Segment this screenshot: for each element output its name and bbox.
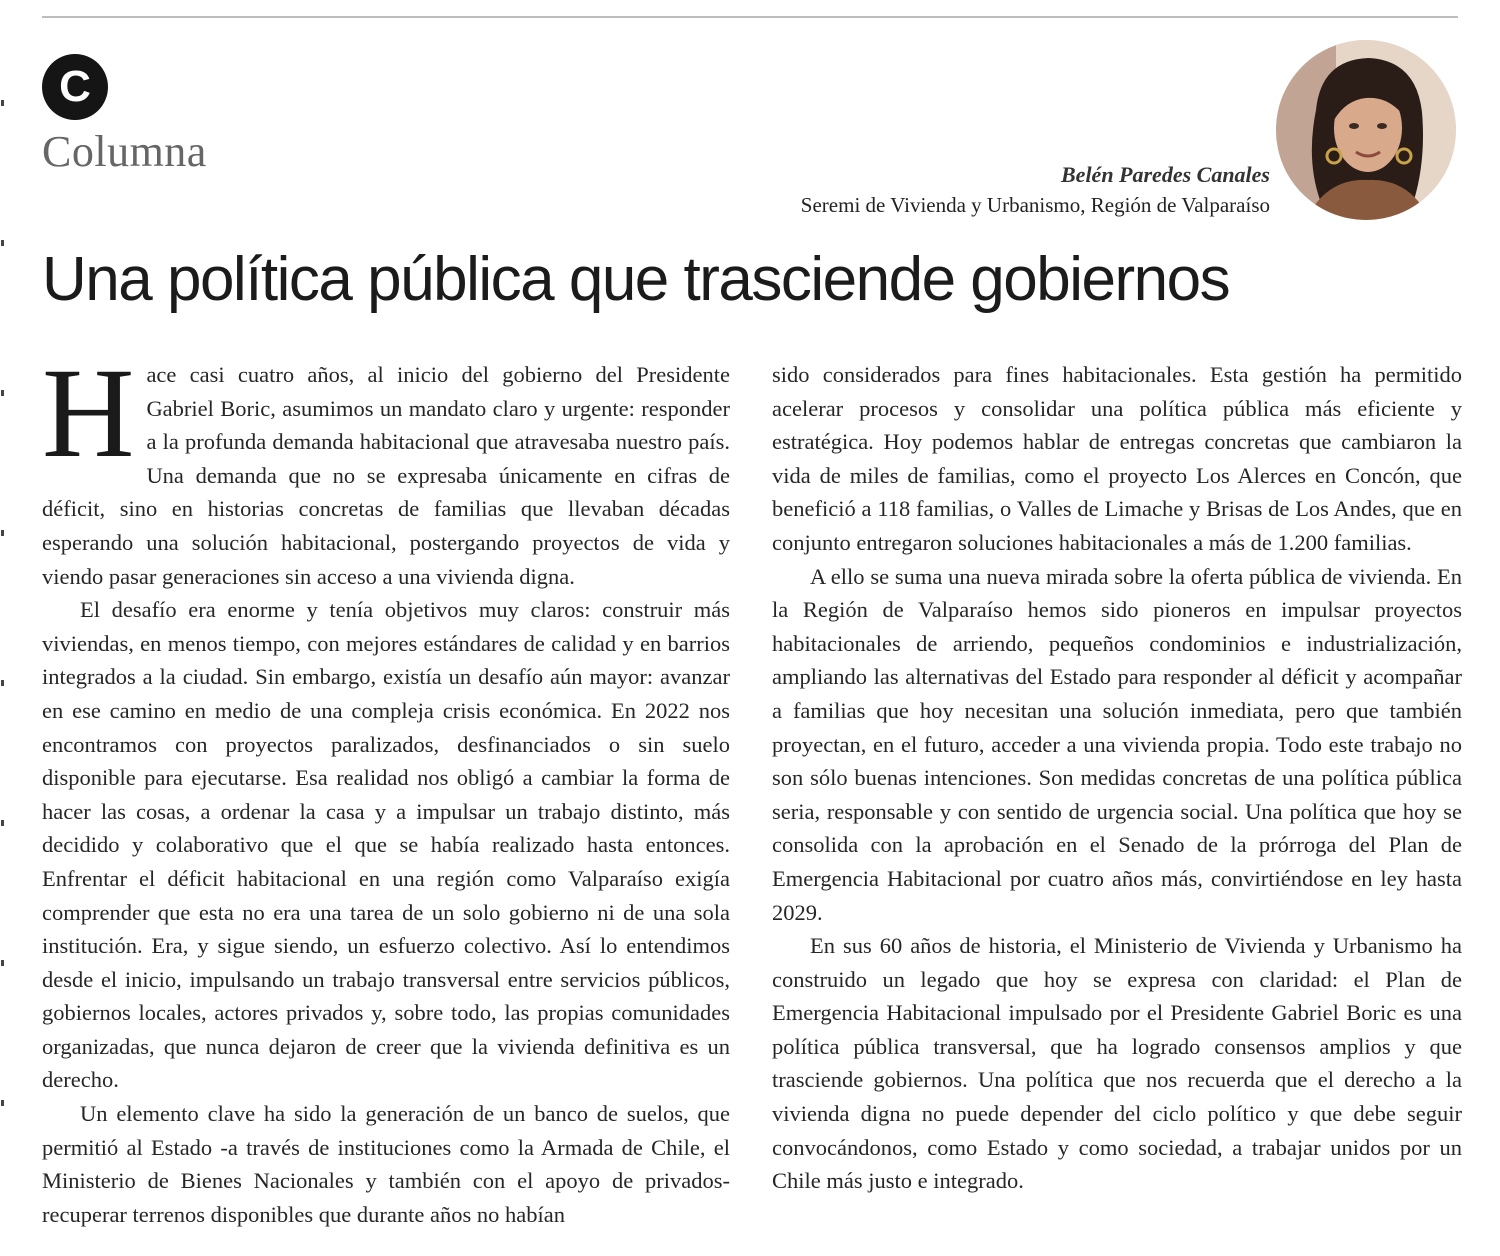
- author-byline: [801, 160, 1270, 220]
- article-paragraph: sido considerados para fines habitacionales. Esta gestión ha permitido acelerar procesos y consolidar una política pública más eficiente y estratégica. Hoy podemos hablar de entregas concretas que cambiaron la vida de miles de familias, como el proyecto Los Alerces en Concón, que benefició a 118 familias, o Valles de Limache y Brisas de Los Andes, que en conjunto entregaron soluciones habitacionales a más de 1.200 familias.: [772, 362, 1462, 555]
- author-role: Seremi de Vivienda y Urbanismo, Región de Valparaíso: [800, 193, 1270, 217]
- article-paragraph: [42, 342, 730, 593]
- author-portrait: [1276, 40, 1456, 220]
- author-name: Belén Paredes Canales: [1061, 162, 1270, 187]
- headline: Una política pública que trasciende gobiernos: [42, 245, 1230, 314]
- article-paragraph: A ello se suma una nueva mirada sobre la oferta pública de vivienda. En la Región de Valparaíso hemos sido pioneros en impulsar proyectos habitacionales de arriendo, pequeños condominios e industrialización, ampliando las alternativas del Estado para responder al déficit y acompañar a familias que hoy necesitan una solución inmediata, pero que también proyectan, en el futuro, acceder a una vivienda propia. Todo este trabajo no son sólo buenas intenciones. Son medidas concretas de una política pública seria, responsable y con sentido de urgencia social. Una política que hoy se consolida con la aprobación en el Senado de la prórroga del Plan de Emergencia Habitacional por cuatro años más, convirtiéndose en ley hasta 2029.: [772, 563, 1462, 925]
- article-column-right: [772, 358, 1462, 1198]
- article-paragraph: En sus 60 años de historia, el Ministerio de Vivienda y Urbanismo ha construido un legado que hoy se expresa con claridad: el Plan de Emergencia Habitacional impulsado por el Presidente Gabriel Boric es una política pública transversal, que ha logrado consensos amplios y que trasciende gobiernos. Una política que nos recuerda que el derecho a la vivienda digna no puede depender del ciclo político y que debe seguir convocándonos, como Estado y como sociedad, a trabajar unidos por un Chile más justo e integrado.: [772, 933, 1462, 1194]
- top-divider: [42, 16, 1458, 18]
- article-paragraph: Un elemento clave ha sido la generación de un banco de suelos, que permitió al Estado -a través de instituciones como la Armada de Chile, el Ministerio de Bienes Nacionales y también con el apoyo de privados- recuperar terrenos disponibles que durante años no habían: [42, 1101, 730, 1227]
- article-paragraph: El desafío era enorme y tenía objetivos muy claros: construir más viviendas, en menos tiempo, con mejores estándares de calidad y en barrios integrados a la ciudad. Sin embargo, existía un desafío aún mayor: avanzar en ese camino en medio de una compleja crisis económica. En 2022 nos encontramos con proyectos paralizados, desfinanciados o sin suelo disponible para ejecutarse. Esa realidad nos obligó a cambiar la forma de hacer las cosas, a ordenar la casa y a impulsar un trabajo distinto, más decidido y colaborativo que el que se había realizado hasta entonces. Enfrentar el déficit habitacional en una región como Valparaíso exigía comprender que esta no era una tarea de un solo gobierno ni de una sola institución. Era, y sigue siendo, un esfuerzo colectivo. Así lo entendimos desde el inicio, impulsando un trabajo transversal entre servicios públicos, gobiernos locales, actores privados y, sobre todo, las propias comunidades organizadas, que nunca dejaron de creer que la vivienda definitiva es un derecho.: [42, 597, 730, 1093]
- section-badge: C: [42, 54, 108, 120]
- drop-cap: H: [42, 342, 135, 484]
- paragraph-text: ace casi cuatro años, al inicio del gobierno del Presidente Gabriel Boric, asumimos un mandato claro y urgente: responder a la profunda demanda habitacional que atravesaba nuestro país. Una demanda que no se expresaba únicamente en cifras de déficit, sino en historias concretas de familias que llevaban décadas esperando una solución habitacional, postergando proyectos de vida y viendo pasar generaciones sin acceso a una vivienda digna.: [42, 362, 730, 589]
- section-label: Columna: [42, 127, 207, 176]
- article-column-left: [42, 342, 730, 1231]
- page-margin-marks: [0, 60, 6, 1160]
